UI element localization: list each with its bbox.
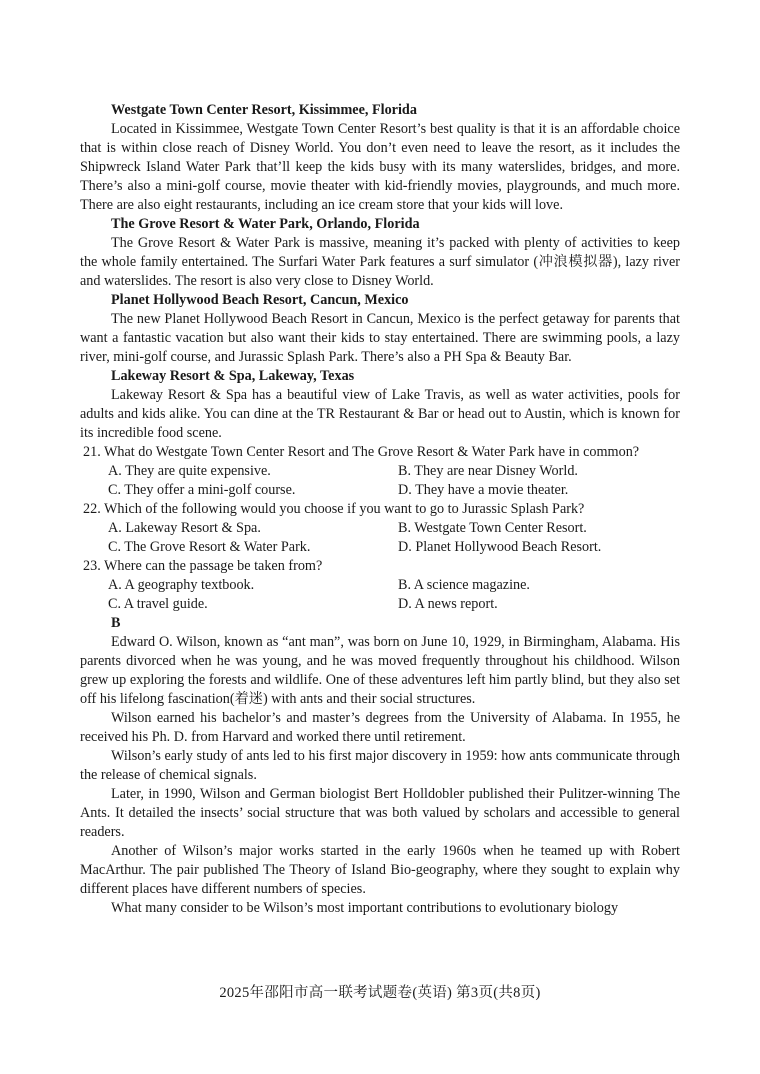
resort-section <box>80 215 680 291</box>
section-letter: B <box>111 615 121 631</box>
section-heading: The Grove Resort & Water Park, Orlando, Florida <box>111 216 420 232</box>
option-d[interactable]: D. Planet Hollywood Beach Resort. <box>398 539 602 555</box>
option-b[interactable]: B. Westgate Town Center Resort. <box>398 520 587 536</box>
page-content <box>80 101 680 918</box>
section-body: Lakeway Resort & Spa has a beautiful view of Lake Travis, as well as water activities, pools for adults and kids alike. You can dine at the TR Restaurant & Bar or head out to Austin, which is known for its incredible food scene. <box>80 387 680 441</box>
section-heading: Lakeway Resort & Spa, Lakeway, Texas <box>111 368 355 384</box>
option-c[interactable]: C. The Grove Resort & Water Park. <box>108 539 311 555</box>
option-b[interactable]: B. A science magazine. <box>398 577 530 593</box>
section-body: Located in Kissimmee, Westgate Town Center Resort’s best quality is that it is an affordable choice that is within close reach of Disney World. You don’t even need to leave the resort, as it includes the Shipwreck Island Water Park that’ll keep the kids busy with its many waterslides, bridges, and more. There’s also a mini-golf course, movie theater with kid-friendly movies, playgrounds, and much more. There are also eight restaurants, including an ice cream store that your kids will love. <box>80 121 680 213</box>
option-a[interactable]: A. Lakeway Resort & Spa. <box>108 520 261 536</box>
option-c[interactable]: C. They offer a mini-golf course. <box>108 482 296 498</box>
paragraph: Wilson earned his bachelor’s and master’s degrees from the University of Alabama. In 1955, he received his Ph. D. from Harvard and worked there until retirement. <box>80 710 680 745</box>
section-body: The new Planet Hollywood Beach Resort in Cancun, Mexico is the perfect getaway for parents that want a fantastic vacation but also want their kids to stay entertained. There are swimming pools, a lazy river, mini-golf course, and Jurassic Splash Park. There’s also a PH Spa & Beauty Bar. <box>80 311 680 365</box>
question-stem: 21. What do Westgate Town Center Resort and The Grove Resort & Water Park have in common? <box>83 444 640 460</box>
resort-section <box>80 291 680 367</box>
paragraph: Another of Wilson’s major works started in the early 1960s when he teamed up with Robert MacArthur. The pair published The Theory of Island Bio-geography, where they sought to explain why different places have different numbers of species. <box>80 843 680 897</box>
page-footer: 2025年邵阳市高一联考试题卷(英语) 第3页(共8页) <box>219 985 541 1001</box>
question-21 <box>80 443 680 500</box>
section-heading: Planet Hollywood Beach Resort, Cancun, Mexico <box>111 292 409 308</box>
paragraph: What many consider to be Wilson’s most important contributions to evolutionary biology <box>111 900 619 916</box>
option-a[interactable]: A. A geography textbook. <box>108 577 255 593</box>
resort-section <box>80 101 680 215</box>
option-d[interactable]: D. A news report. <box>398 596 498 612</box>
resort-section <box>80 367 680 443</box>
section-body: The Grove Resort & Water Park is massive, meaning it’s packed with plenty of activities to keep the whole family entertained. The Surfari Water Park features a surf simulator (冲浪模拟器), lazy river and waterslides. The resort is also very close to Disney World. <box>80 235 680 289</box>
question-22 <box>80 500 680 557</box>
paragraph: Later, in 1990, Wilson and German biologist Bert Holldobler published their Pulitzer-winning The Ants. It detailed the insects’ social structure that was both valued by scholars and accessible to general readers. <box>80 786 680 840</box>
question-stem: 23. Where can the passage be taken from? <box>83 558 323 574</box>
option-c[interactable]: C. A travel guide. <box>108 596 208 612</box>
section-heading: Westgate Town Center Resort, Kissimmee, Florida <box>111 102 417 118</box>
question-23 <box>80 557 680 614</box>
paragraph: Wilson’s early study of ants led to his first major discovery in 1959: how ants communicate through the release of chemical signals. <box>80 748 680 783</box>
option-d[interactable]: D. They have a movie theater. <box>398 482 569 498</box>
passage-b <box>80 614 680 918</box>
question-stem: 22. Which of the following would you choose if you want to go to Jurassic Splash Park? <box>83 501 585 517</box>
option-b[interactable]: B. They are near Disney World. <box>398 463 578 479</box>
paragraph: Edward O. Wilson, known as “ant man”, was born on June 10, 1929, in Birmingham, Alabama. His parents divorced when he was young, and he was moved frequently throughout his childhood. Wilson grew up exploring the forests and wildlife. One of these adventures left him partly blind, but they also set off his lifelong fascination(着迷) with ants and their social structures. <box>80 634 680 707</box>
option-a[interactable]: A. They are quite expensive. <box>108 463 271 479</box>
